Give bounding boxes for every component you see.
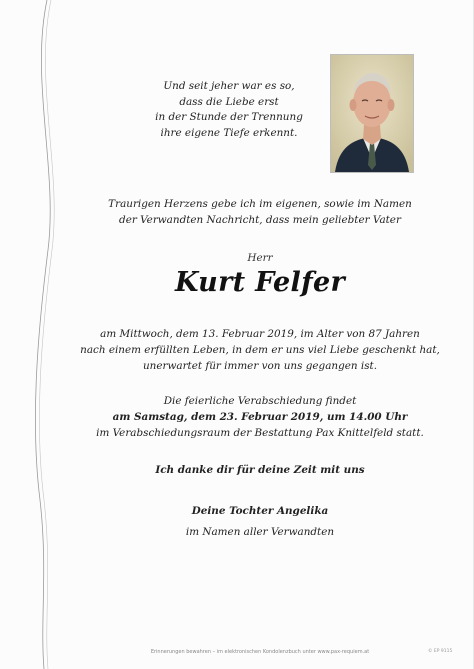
- footer-code: © EP 9115: [428, 649, 453, 654]
- ceremony-location: im Verabschiedungsraum der Bestattung Pax Knittelfeld statt.: [96, 427, 424, 439]
- thanks-line: Ich danke dir für deine Zeit mit uns: [155, 464, 365, 476]
- decorative-curved-lines: [0, 0, 90, 669]
- death-line: unerwartet für immer von uns gegangen ist.: [142, 360, 378, 372]
- announcement-intro: [90, 196, 430, 228]
- death-notice: [80, 326, 440, 374]
- deceased-name: Kurt Felfer: [174, 267, 346, 298]
- signature-relatives: im Namen aller Verwandten: [185, 526, 335, 538]
- poem-line: dass die Liebe erst: [179, 95, 279, 108]
- footer-note: Erinnerungen bewahren – im elektronischen Kondolenzbuch unter www.pax-requiem.at: [150, 649, 370, 655]
- ceremony-date-time: am Samstag, dem 23. Februar 2019, um 14.00 Uhr: [112, 411, 408, 423]
- death-line: am Mittwoch, dem 13. Februar 2019, im Alter von 87 Jahren: [100, 328, 420, 340]
- poem-line: in der Stunde der Trennung: [155, 111, 303, 123]
- salutation: Herr: [247, 252, 273, 264]
- death-line: nach einem erfüllten Leben, in dem er uns viel Liebe geschenkt hat,: [80, 344, 440, 356]
- ceremony-intro: Die feierliche Verabschiedung findet: [163, 395, 357, 407]
- poem-line: Und seit jeher war es so,: [163, 80, 295, 92]
- intro-line: der Verwandten Nachricht, dass mein geliebter Vater: [119, 214, 401, 226]
- portrait-image: [331, 55, 413, 172]
- intro-line: Traurigen Herzens gebe ich im eigenen, sowie im Namen: [108, 198, 412, 210]
- ceremony-details: [80, 393, 440, 441]
- poem-verse: [140, 79, 318, 141]
- portrait-photo: [330, 54, 414, 173]
- signature-daughter: Deine Tochter Angelika: [191, 505, 329, 517]
- poem-line: ihre eigene Tiefe erkennt.: [160, 126, 298, 139]
